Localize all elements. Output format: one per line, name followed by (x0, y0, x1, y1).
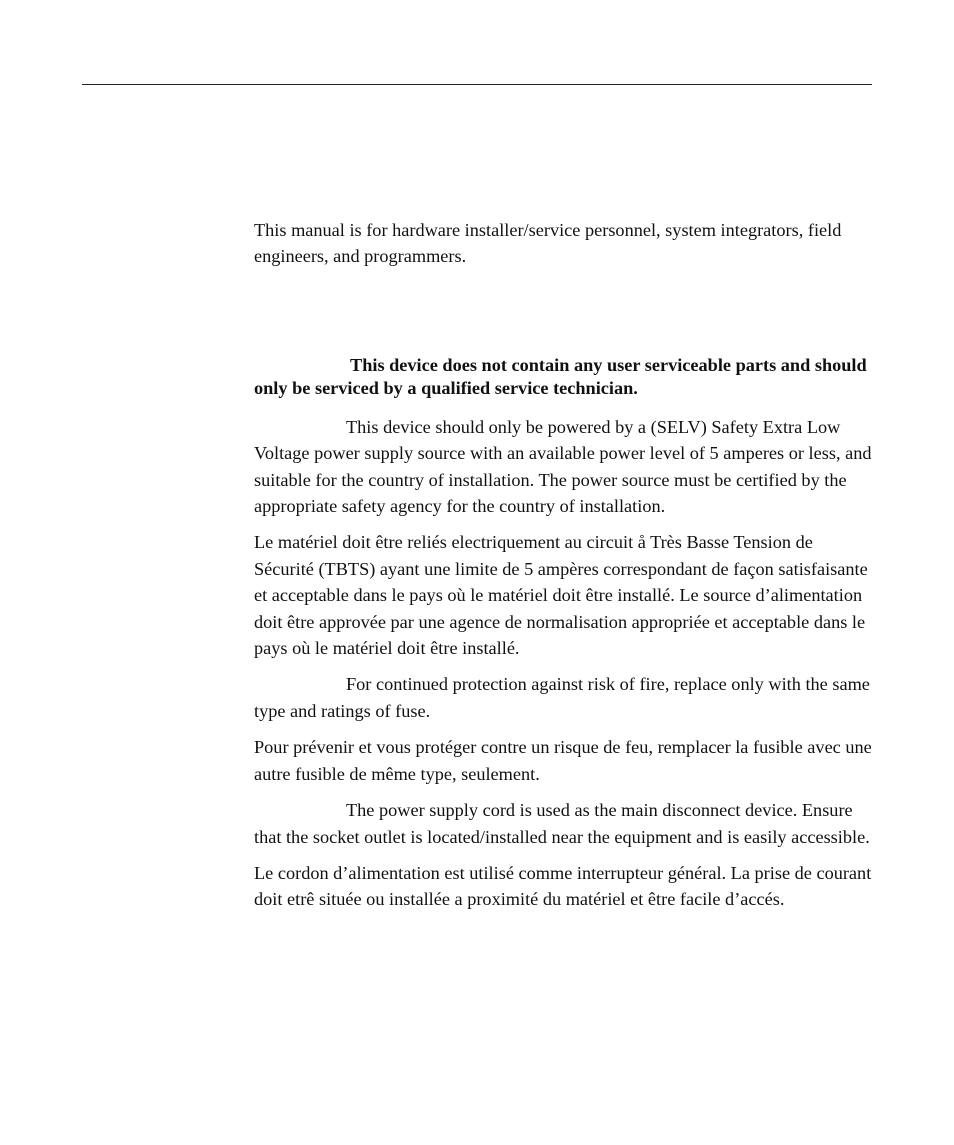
fuse-paragraph-en: For continued protection against risk of fire, replace only with the same type and ratings of fuse. (254, 674, 870, 721)
header-rule (82, 84, 872, 85)
selv-paragraph-fr: Le matériel doit être reliés electriquement au circuit å Très Basse Tension de Sécurité (TBTS) ayant une limite de 5 ampères correspondant de façon satisfaisante et acceptable dans le pays où le matériel doit être installé. Le source d’alimentation doit être approvée par une agence de normalisation appropriée et acceptable dans le pays où le matériel doit être installé. (254, 532, 868, 659)
document-body (254, 217, 874, 923)
fuse-paragraph-fr: Pour prévenir et vous protéger contre un risque de feu, remplacer la fusible avec une autre fusible de même type, seulement. (254, 737, 872, 784)
cord-paragraph-en: The power supply cord is used as the main disconnect device. Ensure that the socket outlet is located/installed near the equipment and is easily accessible. (254, 800, 870, 847)
service-warning: This device does not contain any user serviceable parts and should only be serviced by a qualified service technician. (254, 354, 867, 398)
cord-paragraph-fr: Le cordon d’alimentation est utilisé comme interrupteur général. La prise de courant doit etrê située ou installée a proximité du matériel et être facile d’accés. (254, 862, 872, 910)
intro-paragraph: This manual is for hardware installer/service personnel, system integrators, field engineers, and programmers. (254, 220, 842, 267)
selv-paragraph-en: This device should only be powered by a (SELV) Safety Extra Low Voltage power supply source with an available power level of 5 amperes or less, and suitable for the country of installation. The power source must be certified by the appropriate safety agency for the country of installation. (254, 416, 872, 517)
